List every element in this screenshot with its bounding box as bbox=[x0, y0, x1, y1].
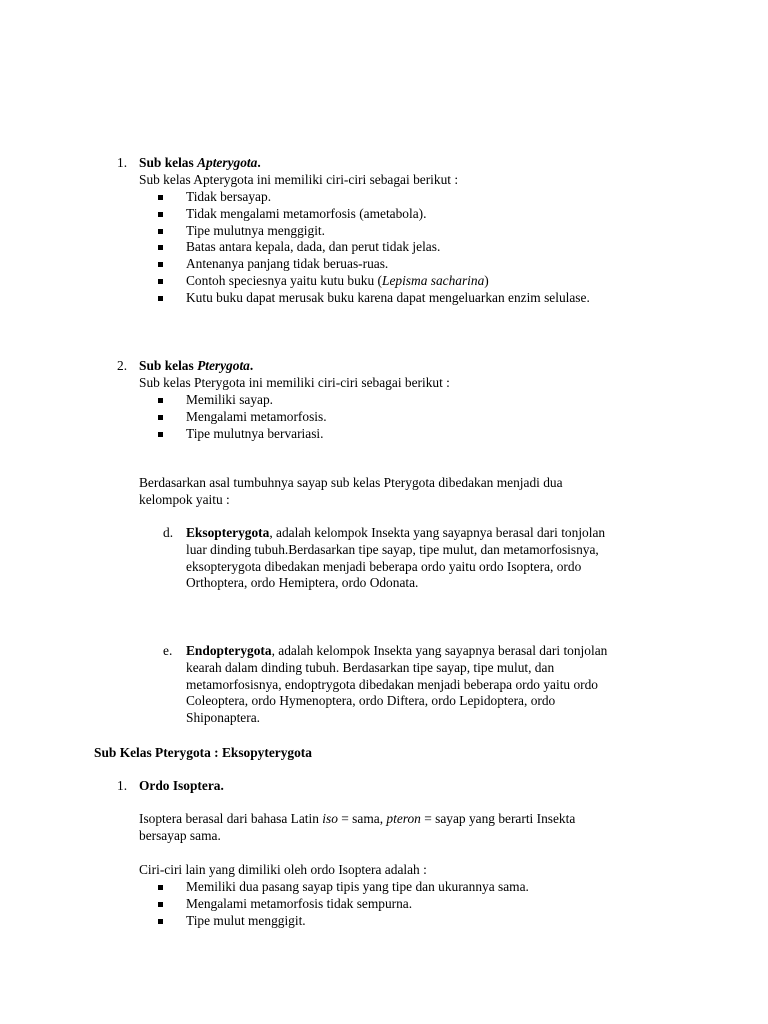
section2-number: 2. bbox=[117, 358, 128, 373]
section1-number: 1. bbox=[117, 155, 128, 170]
list-item: Memiliki dua pasang sayap tipis yang tipe dan ukurannya sama. bbox=[139, 879, 529, 896]
ordo-paragraph-1: Isoptera berasal dari bahasa Latin iso = sama, pteron = sayap yang berarti Insekta bersayap sama. bbox=[139, 811, 576, 843]
section1-intro: Sub kelas Apterygota ini memiliki ciri-ciri sebagai berikut : bbox=[139, 172, 459, 187]
list-item: Mengalami metamorfosis. bbox=[139, 409, 327, 426]
item-e-letter: e. bbox=[163, 643, 173, 658]
list-item: Batas antara kepala, dada, dan perut tidak jelas. bbox=[139, 239, 590, 256]
list-item: Contoh speciesnya yaitu kutu buku (Lepisma sacharina) bbox=[139, 273, 590, 290]
item-e-paragraph: Endopterygota, adalah kelompok Insekta yang sayapnya berasal dari tonjolan kearah dalam dinding tubuh. Berdasarkan tipe sayap, tipe mulut, dan metamorfosisnya, endoptrygota dibedakan menjadi beberapa ordo yaitu ordo Coleoptera, ordo Hymenoptera, ordo Diftera, ordo Lepidoptera, ordo Shiponaptera. bbox=[186, 643, 608, 726]
ordo-paragraph-2: Ciri-ciri lain yang dimiliki oleh ordo Isoptera adalah : bbox=[139, 862, 427, 877]
section1-bullet-list bbox=[139, 189, 590, 307]
ordo-bullet-list bbox=[139, 879, 529, 929]
ordo-title: Ordo Isoptera. bbox=[139, 778, 224, 793]
list-item: Antenanya panjang tidak beruas-ruas. bbox=[139, 256, 590, 273]
list-item: Mengalami metamorfosis tidak sempurna. bbox=[139, 896, 529, 913]
list-item: Memiliki sayap. bbox=[139, 392, 327, 409]
list-item: Tipe mulut menggigit. bbox=[139, 913, 529, 930]
list-item: Tidak mengalami metamorfosis (ametabola). bbox=[139, 206, 590, 223]
section2-bullet-list bbox=[139, 392, 327, 442]
section2-intro: Sub kelas Pterygota ini memiliki ciri-ciri sebagai berikut : bbox=[139, 375, 450, 390]
section2-paragraph: Berdasarkan asal tumbuhnya sayap sub kelas Pterygota dibedakan menjadi dua kelompok yaitu : bbox=[139, 475, 563, 507]
list-item: Tipe mulutnya bervariasi. bbox=[139, 426, 327, 443]
subheading: Sub Kelas Pterygota : Eksopyterygota bbox=[94, 745, 312, 760]
item-d-letter: d. bbox=[163, 525, 174, 540]
ordo-number: 1. bbox=[117, 778, 128, 793]
section2-heading: Sub kelas Pterygota. bbox=[139, 358, 254, 373]
item-d-paragraph: Eksopterygota, adalah kelompok Insekta yang sayapnya berasal dari tonjolan luar dinding tubuh.Berdasarkan tipe sayap, tipe mulut, dan metamorfosisnya, eksopterygota dibedakan menjadi beberapa ordo yaitu ordo Isoptera, ordo Orthoptera, ordo Hemiptera, ordo Odonata. bbox=[186, 525, 606, 591]
list-item: Tipe mulutnya menggigit. bbox=[139, 223, 590, 240]
section1-heading: Sub kelas Apterygota. bbox=[139, 155, 261, 170]
list-item: Kutu buku dapat merusak buku karena dapat mengeluarkan enzim selulase. bbox=[139, 290, 590, 307]
list-item: Tidak bersayap. bbox=[139, 189, 590, 206]
